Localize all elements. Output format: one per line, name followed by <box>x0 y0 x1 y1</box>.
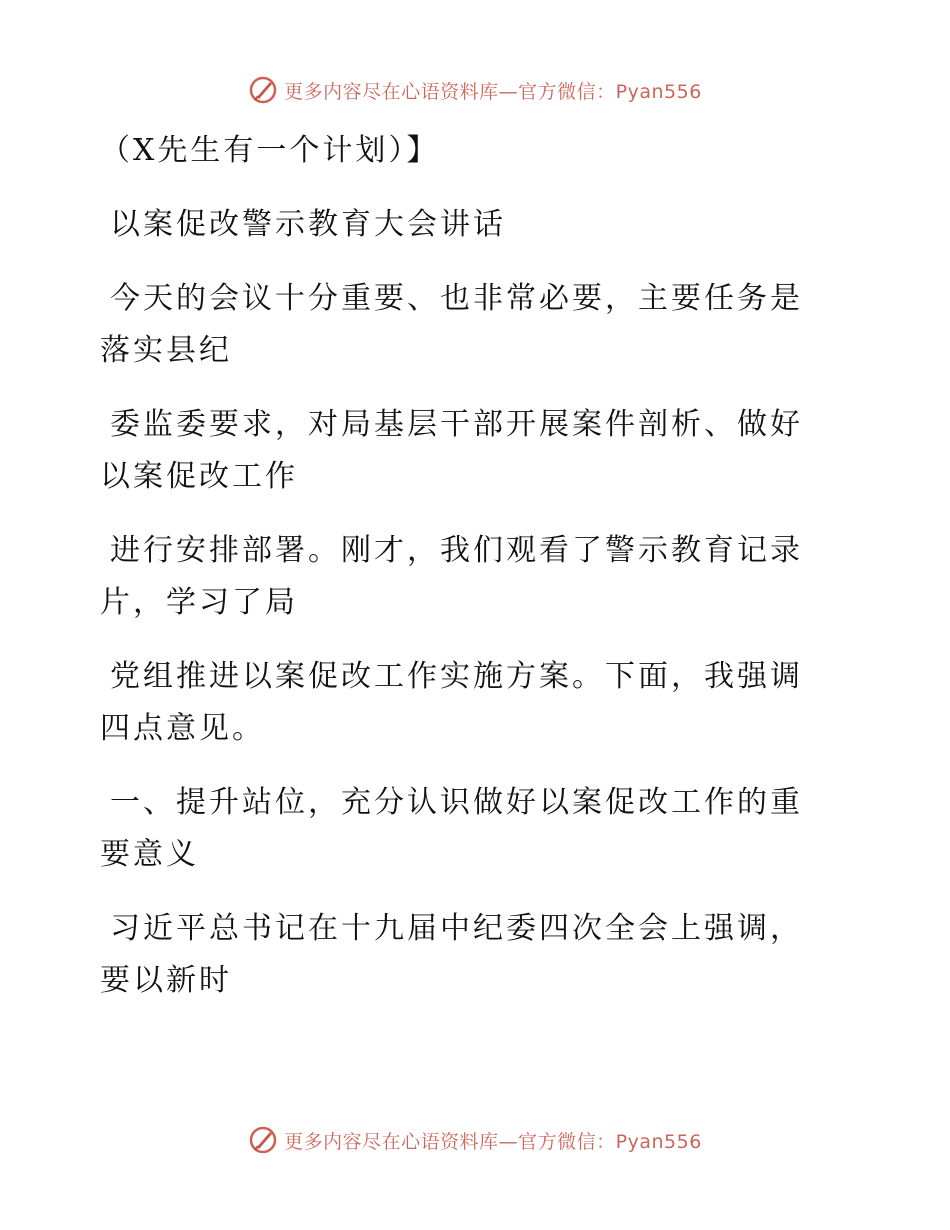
quill-logo-icon <box>248 75 278 105</box>
doc-line-13: 习近平总书记在十九届中纪委四次全会上强调， <box>110 911 803 946</box>
doc-line-1: （X先生有一个计划）】 <box>100 133 440 168</box>
header-watermark-text: 更多内容尽在心语资料库—官方微信：Pyan556 <box>284 80 702 103</box>
quill-logo-icon <box>248 1125 278 1155</box>
doc-line-9: 党组推进以案促改工作实施方案。下面，我强调 <box>110 659 803 694</box>
section-heading-1: 一、提升站位，充分认识做好以案促改工作的重 <box>110 785 803 820</box>
document-body <box>100 125 830 1007</box>
doc-line-8: 片，学习了局 <box>100 585 298 620</box>
header-watermark <box>0 70 950 110</box>
doc-line-7: 进行安排部署。刚才，我们观看了警示教育记录 <box>110 533 803 568</box>
doc-line-3: 今天的会议十分重要、也非常必要，主要任务是 <box>110 281 803 316</box>
doc-line-6: 以案促改工作 <box>100 459 298 494</box>
doc-line-12: 要意义 <box>100 837 199 872</box>
footer-watermark-text: 更多内容尽在心语资料库—官方微信：Pyan556 <box>284 1130 702 1153</box>
footer-watermark <box>0 1120 950 1160</box>
doc-title: 以案促改警示教育大会讲话 <box>110 207 506 242</box>
doc-line-5: 委监委要求，对局基层干部开展案件剖析、做好 <box>110 407 803 442</box>
doc-line-14: 要以新时 <box>100 963 232 998</box>
doc-line-4: 落实县纪 <box>100 333 232 368</box>
doc-line-10: 四点意见。 <box>100 711 265 746</box>
